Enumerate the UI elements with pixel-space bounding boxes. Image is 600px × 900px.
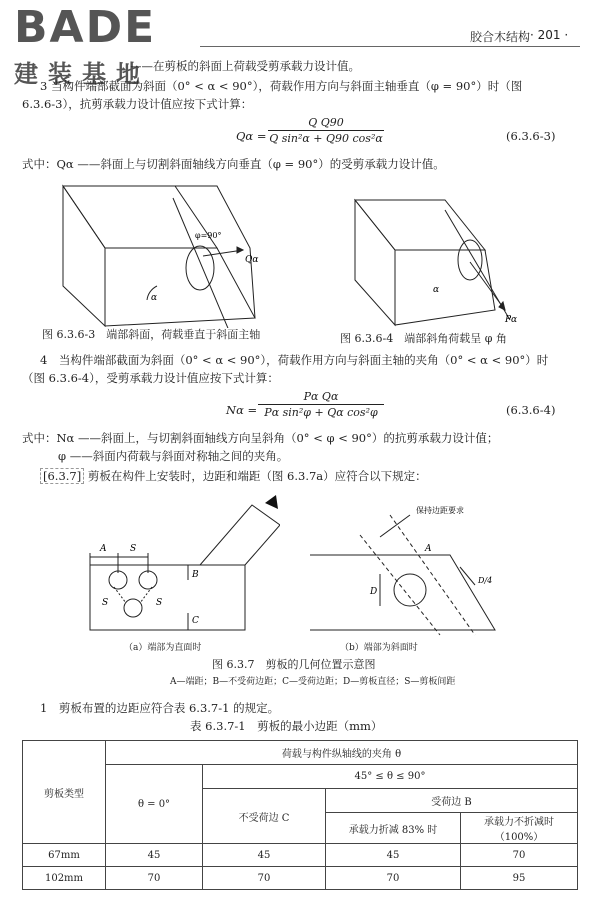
th-unloaded: 不受荷边 C [203,789,326,844]
fig4-slant-face [395,250,495,325]
eq1-where: 式中：Qα ——斜面上与切割斜面轴线方向垂直（φ = 90°）的受剪承载力设计值。 [22,157,445,171]
logo-text: BADE [14,2,157,53]
clause-637-text: 剪板在构件上安装时，边距和端距（图 6.3.7a）应符合以下规定： [87,469,427,483]
fig3-plate-hole [186,246,214,290]
page-number: · 201 · [530,28,569,42]
eq2-where-2: φ ——斜面内荷载与斜面对称轴之间的夹角。 [58,449,289,463]
fig637a-label-s: S [130,544,137,554]
cell-c: 45 [203,844,326,867]
table-row [23,867,578,890]
th-type: 剪板类型 [23,741,106,844]
eq1-fraction [268,116,384,145]
text-item3-line1: 3 当构件端部截面为斜面（0° < α < 90°），荷载作用方向与斜面主轴垂直（φ = 90°）时（图 [40,79,523,93]
eq2-tag: (6.3.6-4) [506,403,556,417]
figure-6364 [345,180,545,330]
th-full: 承载力不折减时（100%） [461,813,578,844]
fig3-alpha-label: α [151,293,158,303]
eq2-where-1: 式中：Nα ——斜面上，与切割斜面轴线方向呈斜角（0° < φ < 90°）的抗剪承载力设计值； [22,431,499,445]
fig637a-label-a: A [100,544,107,554]
cell-r100: 70 [461,844,578,867]
eq2-denominator: Pα sin²φ + Qα cos²φ [264,406,378,419]
text-item3-line2: 6.3.6-3），抗剪承载力设计值应按下式计算： [22,97,253,111]
cell-r83: 70 [326,867,461,890]
fig637a-label-s3: S [156,598,163,608]
text-item4-line2: （图 6.3.6-4），受剪承载力设计值应按下式计算： [22,371,279,385]
fig637b-label-d4: D/4 [478,576,493,585]
clause-637-tag: [6.3.7] [40,468,84,484]
fig637a-subcaption: （a）端部为直面时 [124,643,202,653]
cell-theta0: 45 [106,844,203,867]
min-margin-table [22,740,578,890]
fig3-caption: 图 6.3.6-3 端部斜面，荷载垂直于斜面主轴 [42,328,261,341]
fig637a-label-s2: S [102,598,109,608]
fig637-legend: A—端距；B—不受荷边距；C—受荷边距；D—剪板直径；S—剪板间距 [170,677,456,687]
figure-6363 [55,178,275,328]
eq1-denominator: Q sin²α + Q90 cos²α [269,132,383,145]
eq1-numerator: Q Q90 [308,116,344,129]
th-loaded: 受荷边 B [326,789,578,813]
fig637b-member [310,555,495,630]
eq2-numerator: Pα Qα [303,390,339,403]
fig637a-plate-3 [124,599,142,617]
fig637-caption: 图 6.3.7 剪板的几何位置示意图 [212,658,376,671]
fig4-pa-label: Pα [505,315,518,325]
fig637a-bracing [200,505,280,565]
fig3-slant-face [105,248,255,326]
cell-theta0: 70 [106,867,203,890]
th-range: 45° ≤ θ ≤ 90° [203,765,578,789]
eq2-lhs: Nα = [226,403,258,417]
figure-637b [300,495,510,640]
th-angle: 荷载与构件纵轴线的夹角 θ [106,741,578,765]
text-item4-line1: 4 当构件端部截面为斜面（0° < α < 90°），荷载作用方向与斜面主轴的夹角（0° < α < 90°）时 [40,353,549,367]
logo-subtitle: 建装基地 [14,60,150,88]
text-line-a: ——在剪板的斜面上荷载受剪承载力设计值。 [130,59,360,73]
eq1-lhs: Qα = [236,129,267,143]
fig637a-label-b: B [192,570,199,580]
fig3-top-face [63,186,217,248]
fig3-side-face [63,186,105,326]
fig3-axis-line [173,198,230,328]
table-title: 表 6.3.7-1 剪板的最小边距（mm） [190,719,383,733]
chapter-title: 胶合木结构 [470,30,531,44]
header-rule [200,46,580,47]
clause-637 [40,468,427,484]
figure-637a [80,495,280,640]
fig637a-plate-2 [139,571,157,589]
cell-c: 70 [203,867,326,890]
eq2-fraction-bar [258,404,384,405]
cell-type: 102mm [23,867,106,890]
fig4-caption: 图 6.3.6-4 端部斜角荷载呈 φ 角 [340,332,507,345]
cell-r83: 45 [326,844,461,867]
th-theta0: θ = 0° [106,765,203,844]
eq1-tag: (6.3.6-3) [506,129,556,143]
fig3-phi-label: φ=90° [195,231,222,240]
fig637a-member [90,565,245,630]
cell-r100: 95 [461,867,578,890]
table-row [23,844,578,867]
fig637a-plate-1 [109,571,127,589]
fig4-alpha-label: α [433,285,440,295]
fig4-load-arrow [470,262,505,310]
fig637a-load-arrow [265,495,278,509]
fig637a-label-c: C [192,616,199,626]
cell-type: 67mm [23,844,106,867]
fig637b-subcaption: （b）端部为斜面时 [340,643,418,653]
text-item1: 1 剪板布置的边距应符合表 6.3.7-1 的规定。 [40,701,280,715]
fig4-side-face [355,200,395,325]
fig3-qa-label: Qα [245,255,259,265]
fig637b-label-d: D [370,587,378,597]
eq1-fraction-bar [268,130,384,131]
th-reduced: 承载力折减 83% 时 [326,813,461,844]
fig637b-keep-margin: 保持边距要求 [416,506,464,515]
eq2-fraction [258,390,384,419]
fig637b-plate [394,574,426,606]
fig637b-label-a: A [425,544,432,554]
